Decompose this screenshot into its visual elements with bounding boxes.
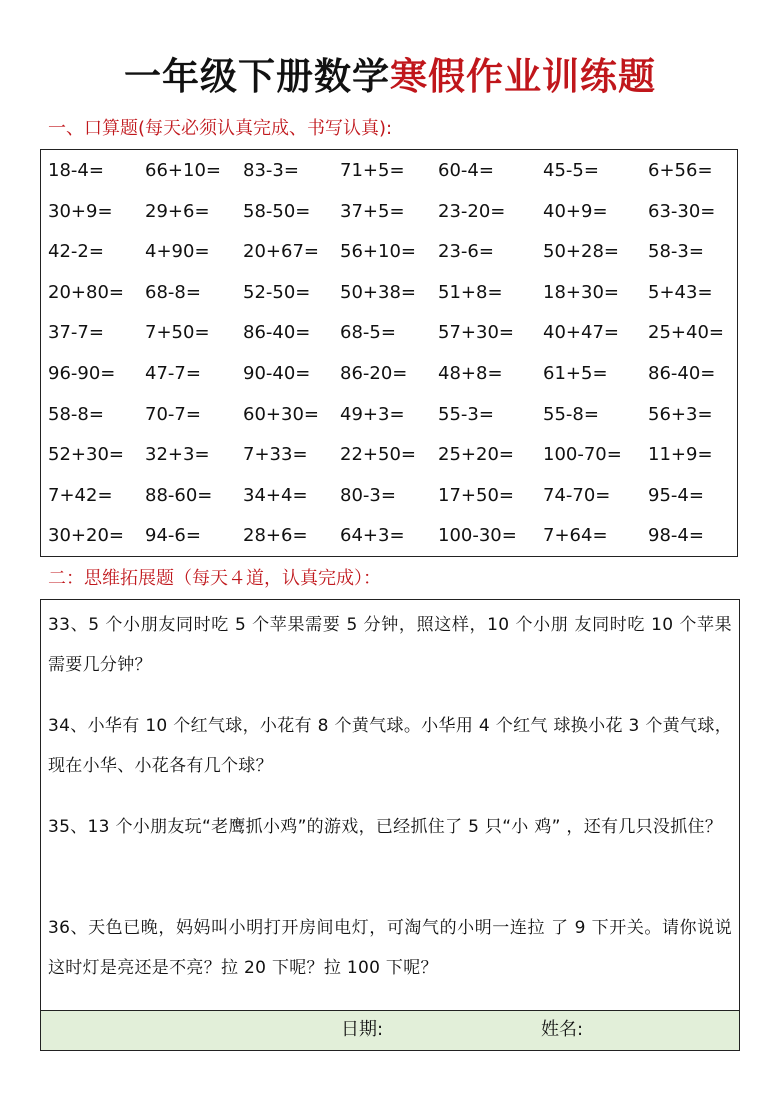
math-problem: 63-30=: [648, 200, 716, 222]
name-label: 姓名:: [541, 1019, 584, 1040]
math-problem: 100-70=: [543, 444, 622, 466]
math-problem: 30+9=: [48, 200, 113, 222]
problem-row: [41, 435, 737, 475]
problem-row: [41, 313, 737, 353]
section-heading-mental-math: 一、口算题(每天必须认真完成、书写认真):: [48, 118, 393, 139]
math-problem: 40+47=: [543, 322, 619, 344]
question-item: 33、5 个小朋友同时吃 5 个苹果需要 5 分钟，照这样，10 个小朋 友同时吃 10 个苹果需要几分钟？: [48, 615, 732, 675]
math-problem: 68-8=: [145, 281, 201, 303]
math-problem: 7+50=: [145, 322, 210, 344]
math-problem: 86-40=: [243, 322, 311, 344]
math-problem: 40+9=: [543, 200, 608, 222]
math-problem: 55-3=: [438, 403, 494, 425]
math-problem: 48+8=: [438, 363, 503, 384]
math-problem: 58-3=: [648, 241, 704, 263]
math-problem: 28+6=: [243, 525, 308, 547]
math-problem: 56+3=: [648, 403, 713, 425]
math-problem: 37+5=: [340, 200, 405, 222]
math-problem: 80-3=: [340, 484, 396, 506]
math-problem: 23-6=: [438, 241, 494, 263]
math-problem: 56+10=: [340, 241, 416, 263]
math-problem: 25+40=: [648, 322, 724, 344]
math-problem: 17+50=: [438, 484, 514, 506]
math-problem: 32+3=: [145, 444, 210, 466]
problem-row: [41, 273, 737, 313]
title-main: 一年级下册数学: [124, 55, 390, 98]
problem-row: [41, 476, 737, 516]
math-problem: 58-50=: [243, 200, 311, 222]
math-problem: 49+3=: [340, 403, 405, 425]
section-heading-extension: 二：思维拓展题（每天４道，认真完成）：: [48, 568, 381, 589]
math-problem: 5+43=: [648, 281, 713, 303]
math-problem: 71+5=: [340, 160, 405, 181]
math-problem: 18+30=: [543, 281, 619, 303]
date-label: 日期:: [341, 1019, 384, 1040]
math-problem: 20+80=: [48, 281, 124, 303]
mental-math-grid: [40, 149, 738, 557]
problem-row: [41, 395, 737, 435]
math-problem: 23-20=: [438, 200, 506, 222]
math-problem: 52+30=: [48, 444, 124, 466]
math-problem: 25+20=: [438, 444, 514, 466]
math-problem: 58-8=: [48, 403, 104, 425]
math-problem: 50+28=: [543, 241, 619, 263]
math-problem: 100-30=: [438, 525, 517, 547]
math-problem: 95-4=: [648, 484, 704, 506]
math-problem: 88-60=: [145, 484, 213, 506]
math-problem: 22+50=: [340, 444, 416, 466]
question-item: 34、小华有 10 个红气球，小花有 8 个黄气球。小华用 4 个红气 球换小花 3 个黄气球，现在小华、小花各有几个球？: [48, 716, 732, 776]
footer-bar: [41, 1010, 739, 1050]
math-problem: 37-7=: [48, 322, 104, 344]
math-problem: 30+20=: [48, 525, 124, 547]
math-problem: 34+4=: [243, 484, 308, 506]
math-problem: 66+10=: [145, 160, 221, 181]
math-problem: 20+67=: [243, 241, 319, 263]
math-problem: 50+38=: [340, 281, 416, 303]
question-item: 35、13 个小朋友玩“老鹰抓小鸡”的游戏，已经抓住了 5 只“小 鸡” ，还有几只没抓住？: [48, 817, 723, 837]
math-problem: 7+64=: [543, 525, 608, 547]
math-problem: 86-20=: [340, 363, 408, 384]
math-problem: 52-50=: [243, 281, 311, 303]
math-problem: 96-90=: [48, 363, 116, 384]
math-problem: 7+33=: [243, 444, 308, 466]
math-problem: 18-4=: [48, 160, 104, 181]
problem-row: [41, 151, 737, 191]
math-problem: 7+42=: [48, 484, 113, 506]
math-problem: 83-3=: [243, 160, 299, 181]
math-problem: 94-6=: [145, 525, 201, 547]
math-problem: 4+90=: [145, 241, 210, 263]
problem-row: [41, 516, 737, 556]
math-problem: 98-4=: [648, 525, 704, 547]
math-problem: 47-7=: [145, 363, 201, 384]
problem-row: [41, 354, 737, 394]
math-problem: 57+30=: [438, 322, 514, 344]
math-problem: 11+9=: [648, 444, 713, 466]
math-problem: 68-5=: [340, 322, 396, 344]
question-item: 36、天色已晚，妈妈叫小明打开房间电灯，可淘气的小明一连拉 了 9 下开关。请你说说这时灯是亮还是不亮？拉 20 下呢？拉 100 下呢？: [48, 918, 732, 978]
math-problem: 6+56=: [648, 160, 713, 181]
math-problem: 90-40=: [243, 363, 311, 384]
extension-questions-box: [40, 599, 740, 1051]
math-problem: 86-40=: [648, 363, 716, 384]
math-problem: 74-70=: [543, 484, 611, 506]
math-problem: 64+3=: [340, 525, 405, 547]
math-problem: 29+6=: [145, 200, 210, 222]
problem-row: [41, 232, 737, 272]
problem-row: [41, 192, 737, 232]
math-problem: 51+8=: [438, 281, 503, 303]
math-problem: 61+5=: [543, 363, 608, 384]
math-problem: 55-8=: [543, 403, 599, 425]
math-problem: 42-2=: [48, 241, 104, 263]
math-problem: 70-7=: [145, 403, 201, 425]
math-problem: 45-5=: [543, 160, 599, 181]
title-highlight: 寒假作业训练题: [390, 55, 656, 98]
page-title: [0, 52, 780, 102]
math-problem: 60-4=: [438, 160, 494, 181]
math-problem: 60+30=: [243, 403, 319, 425]
